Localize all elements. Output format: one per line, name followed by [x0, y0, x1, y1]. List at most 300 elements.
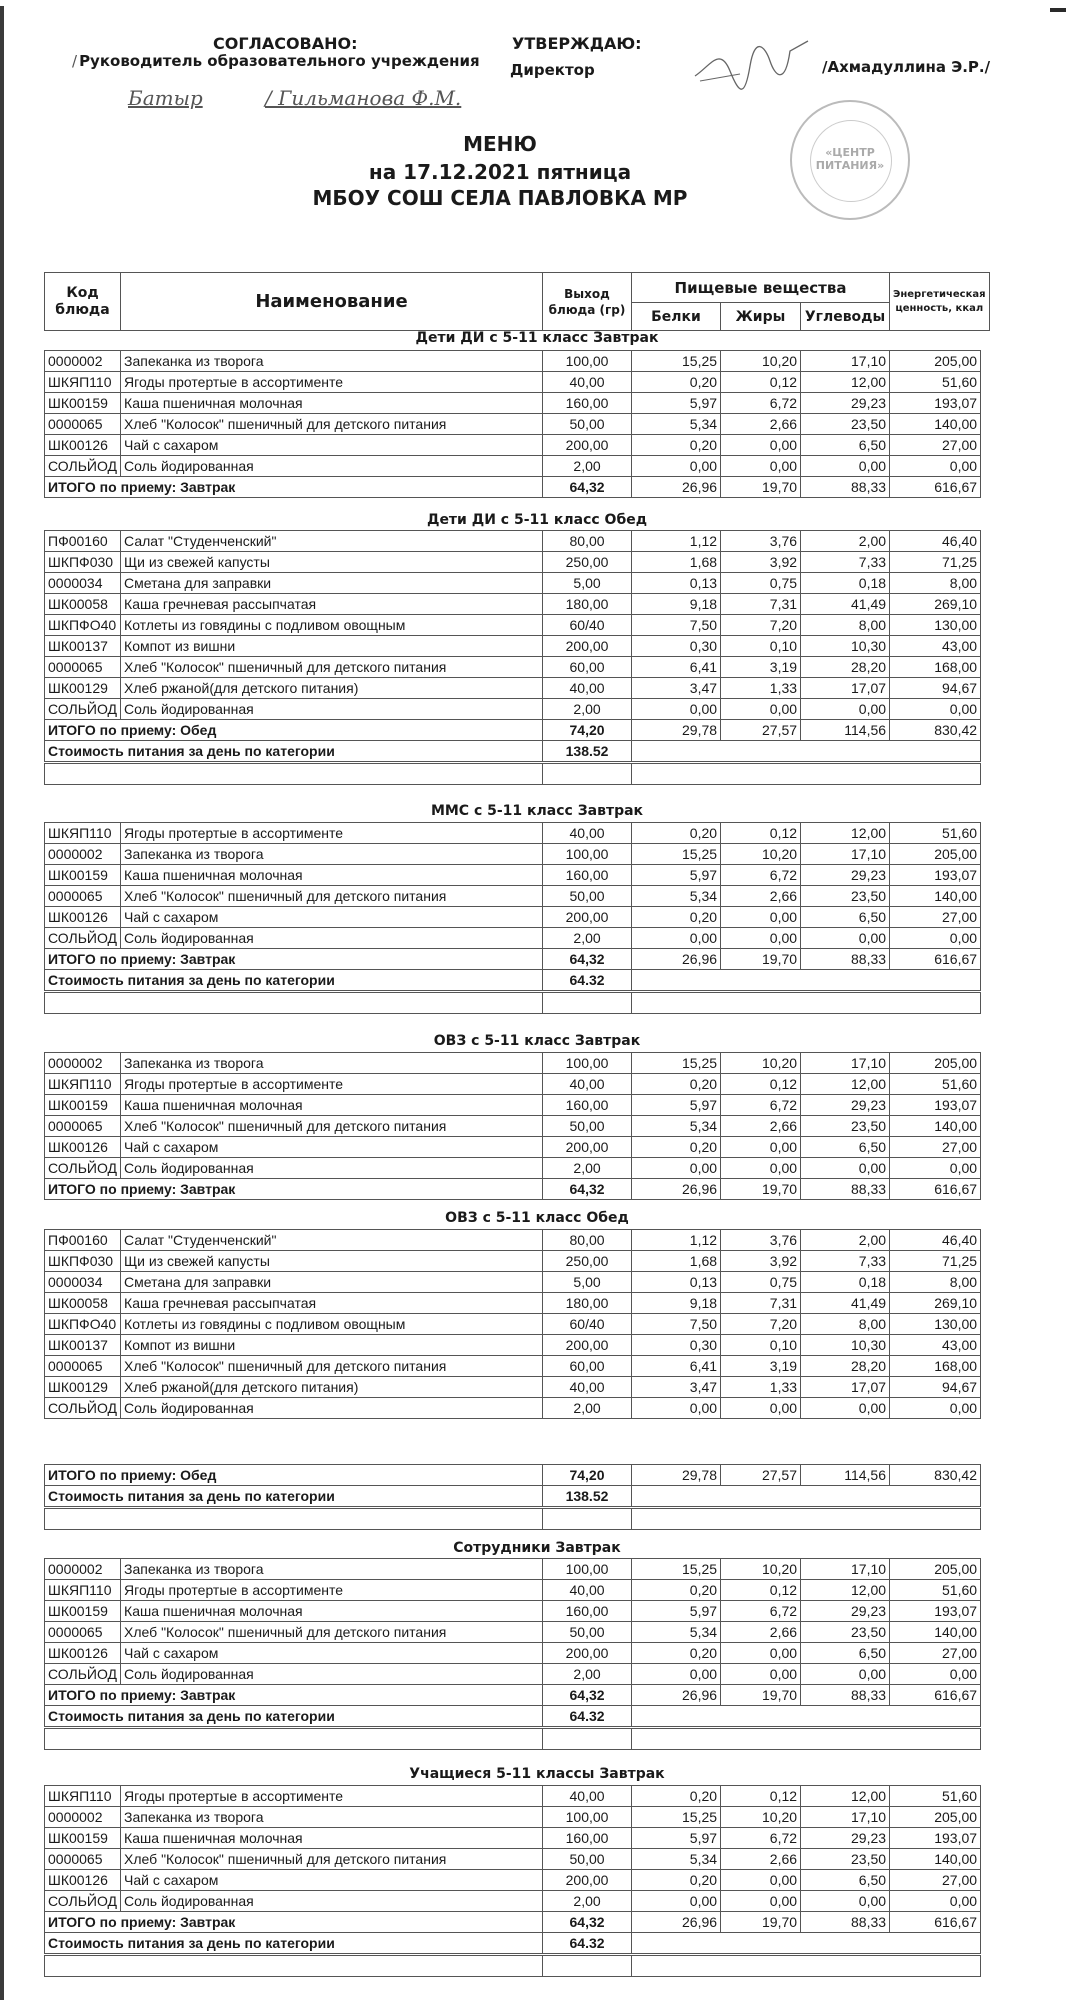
- dish-code: 0000065: [45, 1356, 121, 1377]
- dish-name: Хлеб ржаной(для детского питания): [121, 678, 543, 699]
- dish-proteins: 0,20: [632, 372, 721, 393]
- dish-name: Ягоды протертые в ассортименте: [121, 372, 543, 393]
- dish-fats: 10,20: [721, 351, 801, 372]
- dish-proteins: 3,47: [632, 1377, 721, 1398]
- dish-output: 2,00: [543, 1398, 632, 1419]
- total-output: 64,32: [543, 1912, 632, 1933]
- dish-proteins: 0,00: [632, 1398, 721, 1419]
- daily-cost-value: 64.32: [543, 970, 632, 992]
- dish-code: ШК00126: [45, 1643, 121, 1664]
- daily-cost-row: [45, 1486, 981, 1508]
- dish-carbs: 8,00: [801, 615, 890, 636]
- dish-carbs: 7,33: [801, 1251, 890, 1272]
- dish-proteins: 0,20: [632, 907, 721, 928]
- dish-carbs: 29,23: [801, 1095, 890, 1116]
- dish-energy: 51,60: [890, 1580, 981, 1601]
- dish-carbs: 29,23: [801, 1828, 890, 1849]
- dish-code: 0000034: [45, 573, 121, 594]
- dish-proteins: 3,47: [632, 678, 721, 699]
- dish-fats: 3,92: [721, 552, 801, 573]
- total-proteins: 26,96: [632, 1179, 721, 1200]
- daily-cost-value: 64.32: [543, 1706, 632, 1728]
- dish-name: Ягоды протертые в ассортименте: [121, 1074, 543, 1095]
- menu-item-row: [45, 1828, 981, 1849]
- dish-carbs: 0,00: [801, 928, 890, 949]
- dish-carbs: 41,49: [801, 1293, 890, 1314]
- dish-fats: 0,12: [721, 1074, 801, 1095]
- total-energy: 616,67: [890, 1912, 981, 1933]
- dish-name: Соль йодированная: [121, 456, 543, 477]
- menu-item-row: [45, 1272, 981, 1293]
- dish-code: ШК00159: [45, 865, 121, 886]
- total-row: [45, 949, 981, 970]
- dish-proteins: 0,20: [632, 1643, 721, 1664]
- director-signature-icon: [690, 36, 810, 106]
- dish-code: 0000002: [45, 844, 121, 865]
- total-carbs: 88,33: [801, 1912, 890, 1933]
- total-label: ИТОГО по приему: Завтрак: [45, 1912, 543, 1933]
- menu-item-row: [45, 1230, 981, 1251]
- dish-code: СОЛЬЙОД: [45, 1664, 121, 1685]
- dish-carbs: 17,10: [801, 1053, 890, 1074]
- dish-energy: 130,00: [890, 615, 981, 636]
- dish-proteins: 5,97: [632, 865, 721, 886]
- dish-energy: 27,00: [890, 907, 981, 928]
- dish-output: 2,00: [543, 699, 632, 720]
- daily-cost-label: Стоимость питания за день по категории: [45, 1486, 543, 1508]
- dish-carbs: 23,50: [801, 1849, 890, 1870]
- menu-item-row: [45, 1137, 981, 1158]
- dish-fats: 3,76: [721, 531, 801, 552]
- dish-code: ШКПФО40: [45, 615, 121, 636]
- dish-fats: 7,20: [721, 1314, 801, 1335]
- dish-proteins: 0,20: [632, 1137, 721, 1158]
- total-output: 74,20: [543, 720, 632, 741]
- dish-energy: 269,10: [890, 1293, 981, 1314]
- total-row: [45, 1685, 981, 1706]
- dish-energy: 51,60: [890, 1786, 981, 1807]
- dish-proteins: 0,20: [632, 1074, 721, 1095]
- dish-carbs: 0,00: [801, 1891, 890, 1912]
- dish-code: ШК00129: [45, 678, 121, 699]
- col-nutrients: Пищевые вещества: [632, 273, 890, 303]
- dish-energy: 140,00: [890, 1116, 981, 1137]
- dish-proteins: 9,18: [632, 1293, 721, 1314]
- total-carbs: 114,56: [801, 720, 890, 741]
- dish-output: 2,00: [543, 1664, 632, 1685]
- dish-output: 200,00: [543, 1870, 632, 1891]
- scan-mark: [1050, 8, 1066, 12]
- menu-item-row: [45, 1807, 981, 1828]
- menu-item-row: [45, 1356, 981, 1377]
- dish-proteins: 15,25: [632, 1807, 721, 1828]
- doc-date: на 17.12.2021 пятница: [368, 160, 632, 184]
- dish-name: Котлеты из говядины с подливом овощным: [121, 615, 543, 636]
- dish-output: 160,00: [543, 1095, 632, 1116]
- confirm-label: УТВЕРЖДАЮ:: [512, 34, 642, 53]
- menu-item-row: [45, 657, 981, 678]
- dish-proteins: 1,12: [632, 531, 721, 552]
- dish-carbs: 6,50: [801, 1137, 890, 1158]
- dish-carbs: 2,00: [801, 531, 890, 552]
- dish-code: 0000002: [45, 1559, 121, 1580]
- menu-item-row: [45, 928, 981, 949]
- dish-fats: 10,20: [721, 844, 801, 865]
- dish-name: Запеканка из творога: [121, 1807, 543, 1828]
- total-carbs: 88,33: [801, 477, 890, 498]
- dish-fats: 10,20: [721, 1053, 801, 1074]
- dish-carbs: 2,00: [801, 1230, 890, 1251]
- dish-code: ШКЯП110: [45, 1074, 121, 1095]
- total-output: 64,32: [543, 477, 632, 498]
- dish-energy: 94,67: [890, 678, 981, 699]
- section-title: Дети ДИ с 5-11 класс Обед: [426, 512, 648, 528]
- dish-proteins: 15,25: [632, 1053, 721, 1074]
- dish-energy: 0,00: [890, 699, 981, 720]
- dish-energy: 8,00: [890, 573, 981, 594]
- dish-fats: 3,19: [721, 1356, 801, 1377]
- dish-code: ШКЯП110: [45, 1786, 121, 1807]
- menu-item-row: [45, 678, 981, 699]
- dish-carbs: 0,00: [801, 456, 890, 477]
- dish-output: 60/40: [543, 1314, 632, 1335]
- dish-name: Каша пшеничная молочная: [121, 393, 543, 414]
- dish-output: 250,00: [543, 552, 632, 573]
- dish-output: 200,00: [543, 435, 632, 456]
- daily-cost-value: 138.52: [543, 741, 632, 763]
- menu-item-row: [45, 1601, 981, 1622]
- menu-item-row: [45, 1559, 981, 1580]
- dish-fats: 0,12: [721, 1786, 801, 1807]
- dish-fats: 0,00: [721, 1398, 801, 1419]
- dish-code: ПФ00160: [45, 531, 121, 552]
- menu-item-row: [45, 1870, 981, 1891]
- dish-energy: 71,25: [890, 1251, 981, 1272]
- dish-name: Хлеб "Колосок" пшеничный для детского питания: [121, 1849, 543, 1870]
- menu-item-row: [45, 844, 981, 865]
- dish-code: ШК00126: [45, 1137, 121, 1158]
- dish-name: Чай с сахаром: [121, 1643, 543, 1664]
- dish-proteins: 9,18: [632, 594, 721, 615]
- dish-fats: 6,72: [721, 865, 801, 886]
- total-fats: 27,57: [721, 720, 801, 741]
- total-carbs: 88,33: [801, 949, 890, 970]
- dish-carbs: 29,23: [801, 1601, 890, 1622]
- dish-carbs: 12,00: [801, 1580, 890, 1601]
- empty-row: [45, 763, 981, 785]
- dish-code: СОЛЬЙОД: [45, 928, 121, 949]
- dish-fats: 0,00: [721, 1870, 801, 1891]
- total-carbs: 88,33: [801, 1685, 890, 1706]
- dish-energy: 51,60: [890, 1074, 981, 1095]
- dish-proteins: 0,00: [632, 1158, 721, 1179]
- dish-energy: 193,07: [890, 865, 981, 886]
- dish-proteins: 5,97: [632, 1828, 721, 1849]
- dish-name: Щи из свежей капусты: [121, 552, 543, 573]
- dish-carbs: 23,50: [801, 414, 890, 435]
- dish-code: 0000065: [45, 1116, 121, 1137]
- dish-fats: 6,72: [721, 1828, 801, 1849]
- dish-output: 40,00: [543, 678, 632, 699]
- daily-cost-value: 64.32: [543, 1933, 632, 1955]
- dish-proteins: 5,97: [632, 393, 721, 414]
- dish-energy: 8,00: [890, 1272, 981, 1293]
- dish-fats: 10,20: [721, 1807, 801, 1828]
- empty-row: [45, 1508, 981, 1530]
- col-code: Код блюда: [45, 273, 121, 331]
- scan-edge: [0, 6, 4, 2000]
- menu-table: [44, 350, 981, 498]
- dish-fats: 7,31: [721, 1293, 801, 1314]
- menu-item-row: [45, 372, 981, 393]
- menu-table: [44, 1558, 981, 1750]
- dish-name: Компот из вишни: [121, 636, 543, 657]
- dish-carbs: 6,50: [801, 1643, 890, 1664]
- dish-code: ШКПФ030: [45, 552, 121, 573]
- total-energy: 616,67: [890, 477, 981, 498]
- dish-fats: 0,75: [721, 1272, 801, 1293]
- dish-proteins: 5,34: [632, 1849, 721, 1870]
- dish-energy: 0,00: [890, 928, 981, 949]
- total-proteins: 29,78: [632, 720, 721, 741]
- total-fats: 19,70: [721, 1179, 801, 1200]
- dish-fats: 3,19: [721, 657, 801, 678]
- total-row: [45, 720, 981, 741]
- dish-output: 100,00: [543, 844, 632, 865]
- menu-item-row: [45, 1251, 981, 1272]
- dish-carbs: 12,00: [801, 1074, 890, 1095]
- dish-output: 200,00: [543, 907, 632, 928]
- total-row: [45, 1465, 981, 1486]
- col-energy: Энергетическая ценность, ккал: [890, 273, 990, 331]
- total-label: ИТОГО по приему: Обед: [45, 720, 543, 741]
- dish-fats: 0,00: [721, 1664, 801, 1685]
- menu-item-row: [45, 573, 981, 594]
- dish-fats: 2,66: [721, 1622, 801, 1643]
- dish-name: Компот из вишни: [121, 1335, 543, 1356]
- dish-code: ШК00126: [45, 435, 121, 456]
- dish-output: 160,00: [543, 393, 632, 414]
- section-title: ОВЗ с 5-11 класс Обед: [445, 1210, 629, 1226]
- total-proteins: 26,96: [632, 949, 721, 970]
- dish-proteins: 0,20: [632, 823, 721, 844]
- dish-proteins: 5,34: [632, 886, 721, 907]
- dish-code: 0000065: [45, 886, 121, 907]
- dish-proteins: 7,50: [632, 1314, 721, 1335]
- dish-code: ШК00159: [45, 1828, 121, 1849]
- menu-item-row: [45, 907, 981, 928]
- approved-signature: Батыр: [128, 86, 203, 110]
- totals-table: [44, 1464, 981, 1530]
- dish-carbs: 28,20: [801, 1356, 890, 1377]
- total-proteins: 26,96: [632, 1685, 721, 1706]
- menu-item-row: [45, 1074, 981, 1095]
- dish-proteins: 0,00: [632, 699, 721, 720]
- dish-output: 200,00: [543, 1335, 632, 1356]
- dish-code: СОЛЬЙОД: [45, 1158, 121, 1179]
- dish-proteins: 0,20: [632, 1870, 721, 1891]
- dish-proteins: 0,00: [632, 1891, 721, 1912]
- dish-output: 40,00: [543, 1786, 632, 1807]
- total-row: [45, 1912, 981, 1933]
- dish-name: Хлеб "Колосок" пшеничный для детского питания: [121, 886, 543, 907]
- section-title: ММС с 5-11 класс Завтрак: [430, 803, 644, 819]
- daily-cost-label: Стоимость питания за день по категории: [45, 1933, 543, 1955]
- total-row: [45, 477, 981, 498]
- dish-name: Сметана для заправки: [121, 1272, 543, 1293]
- dish-output: 2,00: [543, 1158, 632, 1179]
- dish-name: Каша гречневая рассыпчатая: [121, 594, 543, 615]
- dish-fats: 0,12: [721, 1580, 801, 1601]
- total-fats: 27,57: [721, 1465, 801, 1486]
- dish-carbs: 10,30: [801, 1335, 890, 1356]
- menu-item-row: [45, 435, 981, 456]
- dish-name: Хлеб "Колосок" пшеничный для детского питания: [121, 657, 543, 678]
- dish-energy: 27,00: [890, 1137, 981, 1158]
- dish-code: ШК00159: [45, 1601, 121, 1622]
- total-proteins: 26,96: [632, 477, 721, 498]
- total-carbs: 88,33: [801, 1179, 890, 1200]
- dish-code: ШКПФО40: [45, 1314, 121, 1335]
- dish-fats: 2,66: [721, 886, 801, 907]
- col-name: Наименование: [121, 273, 543, 331]
- dish-code: ШК00126: [45, 907, 121, 928]
- dish-output: 160,00: [543, 865, 632, 886]
- dish-code: 0000065: [45, 657, 121, 678]
- dish-name: Каша пшеничная молочная: [121, 1828, 543, 1849]
- confirm-role: Директор: [510, 61, 595, 79]
- dish-fats: 2,66: [721, 1116, 801, 1137]
- dish-output: 200,00: [543, 636, 632, 657]
- section-title: Учащиеся 5-11 классы Завтрак: [409, 1766, 665, 1782]
- dish-carbs: 12,00: [801, 1786, 890, 1807]
- dish-proteins: 7,50: [632, 615, 721, 636]
- total-label: ИТОГО по приему: Завтрак: [45, 1685, 543, 1706]
- daily-cost-row: [45, 970, 981, 992]
- daily-cost-label: Стоимость питания за день по категории: [45, 970, 543, 992]
- dish-name: Запеканка из творога: [121, 1053, 543, 1074]
- col-carbs: Углеводы: [801, 303, 890, 331]
- menu-item-row: [45, 1398, 981, 1419]
- dish-proteins: 5,34: [632, 1622, 721, 1643]
- dish-code: СОЛЬЙОД: [45, 1398, 121, 1419]
- dish-energy: 43,00: [890, 636, 981, 657]
- menu-item-row: [45, 1786, 981, 1807]
- dish-proteins: 0,00: [632, 1664, 721, 1685]
- dish-carbs: 17,07: [801, 678, 890, 699]
- dish-code: ШК00058: [45, 594, 121, 615]
- total-label: ИТОГО по приему: Завтрак: [45, 949, 543, 970]
- dish-energy: 71,25: [890, 552, 981, 573]
- dish-code: ШКЯП110: [45, 823, 121, 844]
- dish-fats: 7,31: [721, 594, 801, 615]
- total-output: 64,32: [543, 1179, 632, 1200]
- dish-name: Чай с сахаром: [121, 907, 543, 928]
- total-fats: 19,70: [721, 949, 801, 970]
- section-title: ОВЗ с 5-11 класс Завтрак: [433, 1033, 641, 1049]
- dish-output: 100,00: [543, 1559, 632, 1580]
- dish-carbs: 6,50: [801, 435, 890, 456]
- dish-name: Соль йодированная: [121, 1664, 543, 1685]
- total-row: [45, 1179, 981, 1200]
- dish-energy: 205,00: [890, 1559, 981, 1580]
- dish-name: Котлеты из говядины с подливом овощным: [121, 1314, 543, 1335]
- dish-output: 50,00: [543, 414, 632, 435]
- col-output: Выход блюда (гр): [543, 273, 632, 331]
- dish-proteins: 0,20: [632, 1786, 721, 1807]
- dish-carbs: 0,18: [801, 1272, 890, 1293]
- dish-name: Запеканка из творога: [121, 844, 543, 865]
- dish-code: ШКЯП110: [45, 1580, 121, 1601]
- dish-proteins: 15,25: [632, 844, 721, 865]
- dish-carbs: 12,00: [801, 823, 890, 844]
- dish-energy: 0,00: [890, 1664, 981, 1685]
- dish-fats: 1,33: [721, 1377, 801, 1398]
- total-label: ИТОГО по приему: Завтрак: [45, 477, 543, 498]
- dish-carbs: 29,23: [801, 865, 890, 886]
- dish-output: 40,00: [543, 372, 632, 393]
- dish-code: СОЛЬЙОД: [45, 1891, 121, 1912]
- doc-school: МБОУ СОШ СЕЛА ПАВЛОВКА МР: [312, 186, 688, 210]
- menu-item-row: [45, 351, 981, 372]
- dish-energy: 0,00: [890, 1891, 981, 1912]
- total-proteins: 29,78: [632, 1465, 721, 1486]
- dish-name: Сметана для заправки: [121, 573, 543, 594]
- dish-name: Соль йодированная: [121, 1398, 543, 1419]
- dish-output: 50,00: [543, 1622, 632, 1643]
- dish-fats: 0,12: [721, 372, 801, 393]
- dish-code: ШК00058: [45, 1293, 121, 1314]
- dish-proteins: 5,97: [632, 1095, 721, 1116]
- dish-proteins: 1,12: [632, 1230, 721, 1251]
- dish-fats: 0,00: [721, 1891, 801, 1912]
- doc-title: МЕНЮ: [463, 132, 537, 156]
- approved-role: / Руководитель образовательного учреждения: [72, 52, 480, 70]
- total-proteins: 26,96: [632, 1912, 721, 1933]
- total-energy: 616,67: [890, 1179, 981, 1200]
- total-energy: 616,67: [890, 1685, 981, 1706]
- dish-output: 40,00: [543, 1377, 632, 1398]
- dish-carbs: 0,00: [801, 1398, 890, 1419]
- dish-energy: 193,07: [890, 393, 981, 414]
- dish-proteins: 0,13: [632, 1272, 721, 1293]
- daily-cost-row: [45, 1933, 981, 1955]
- menu-table: [44, 1052, 981, 1200]
- dish-name: Салат "Студенченский": [121, 531, 543, 552]
- dish-name: Хлеб ржаной(для детского питания): [121, 1377, 543, 1398]
- dish-output: 40,00: [543, 823, 632, 844]
- dish-code: 0000065: [45, 1849, 121, 1870]
- dish-energy: 168,00: [890, 1356, 981, 1377]
- menu-item-row: [45, 1293, 981, 1314]
- total-energy: 830,42: [890, 720, 981, 741]
- dish-output: 100,00: [543, 351, 632, 372]
- dish-name: Каша пшеничная молочная: [121, 865, 543, 886]
- dish-name: Хлеб "Колосок" пшеничный для детского питания: [121, 1622, 543, 1643]
- menu-item-row: [45, 1335, 981, 1356]
- dish-carbs: 10,30: [801, 636, 890, 657]
- dish-energy: 0,00: [890, 1158, 981, 1179]
- dish-name: Соль йодированная: [121, 1891, 543, 1912]
- dish-name: Ягоды протертые в ассортименте: [121, 823, 543, 844]
- menu-item-row: [45, 456, 981, 477]
- dish-code: ШК00129: [45, 1377, 121, 1398]
- dish-code: ШК00137: [45, 636, 121, 657]
- dish-energy: 193,07: [890, 1601, 981, 1622]
- menu-item-row: [45, 531, 981, 552]
- daily-cost-row: [45, 1706, 981, 1728]
- dish-code: 0000002: [45, 351, 121, 372]
